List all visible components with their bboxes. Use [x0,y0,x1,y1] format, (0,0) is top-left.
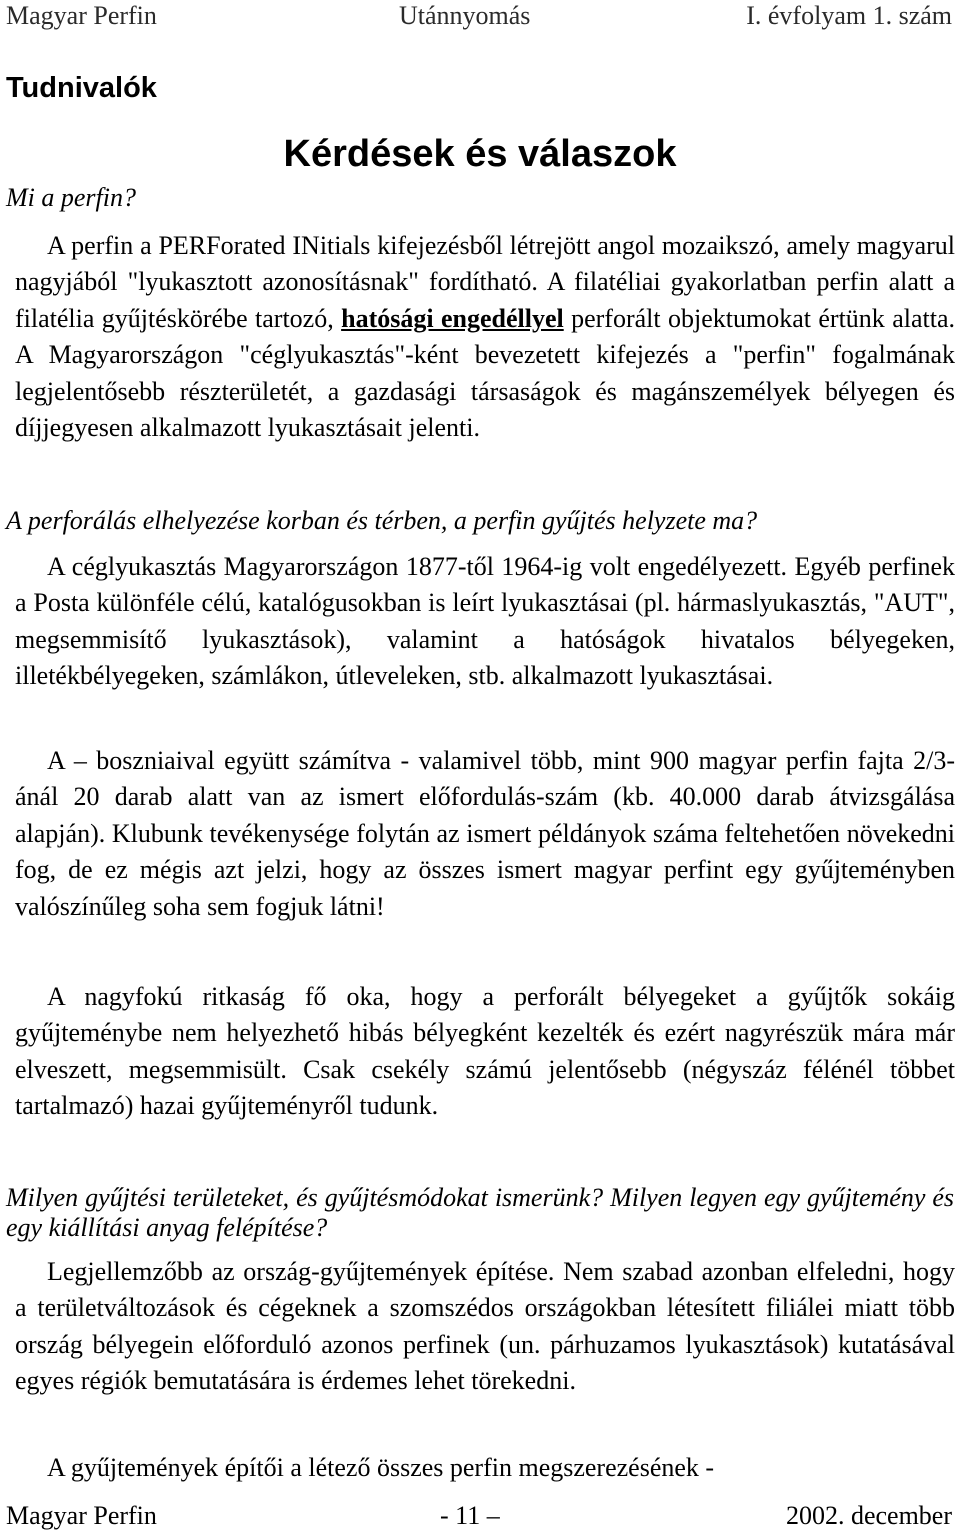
article-title: Kérdések és válaszok [283,133,677,175]
running-footer [0,1500,960,1532]
question-what-is-perfin: Mi a perfin? [6,183,136,212]
running-header [0,0,960,32]
footer-date: 2002. december [785,1501,952,1530]
header-issue: I. évfolyam 1. szám [746,1,952,30]
question-perforation-placement: A perforálás elhelyezése korban és térben, a perfin gyűjtés helyzete ma? [6,506,758,535]
page-number: - 11 – [440,1501,500,1530]
emphasis-official-permission: hatósági engedéllyel [341,303,564,333]
paragraph-collectors: A gyűjtemények építői a létező összes perfin megszerezésének - [47,1453,715,1482]
section-title: Tudnivalók [6,72,157,104]
paragraph-statistics: A – boszniaival együtt számítva - valamivel több, mint 900 magyar perfin fajta 2/3-ánál 20 darab alatt van az ismert előfordulás-szám (kb. 40.000 darab átvizsgálása alapján). Klubunk tevékenysége folytán az ismert példányok száma feltehetően növekedni fog, de ez mégis azt jelzi, hogy az összes ismert magyar perfint egy gyűjteményben valószínűleg soha sem fogjuk látni! [15,746,955,921]
paragraph-definition-text-a: A perfin a PERForated INitials kifejezésből létrejött angol mozaikszó, amely magyarul nagyjából "lyukasztott azonosításnak" fordítható. A filatéliai gyakorlatban perfin alatt a filatélia gyűjtéskörébe tartozó, [15,231,955,333]
paragraph-rarity: A nagyfokú ritkaság fő oka, hogy a perforált bélyegeket a gyűjtők sokáig gyűjteménybe nem helyezhető hibás bélyegként kezelték és ezért nagyrészük mára már elveszett, megsemmisült. Csak csekély számú jelentősebb (négyszáz félénél többet tartalmazó) hazai gyűjteményről tudunk. [15,982,955,1121]
paragraph-history: A céglyukasztás Magyarországon 1877-től 1964-ig volt engedélyezett. Egyéb perfinek a Posta különféle célú, katalógusokban is leírt lyukasztásai (pl. hármaslyukasztás, "AUT", megsemmisítő lyukasztások), valamint a hatóságok hivatalos bélyegeken, illetékbélyegeken, számlákon, útleveleken, stb. alkalmazott lyukasztásai. [15,552,955,691]
paragraph-country-collections: Legjellemzőbb az ország-gyűjtemények építése. Nem szabad azonban elfeledni, hogy a területváltozások és cégeknek a szomszédos országokban létesített filiálei miatt több ország bélyegein előforduló azonos perfinek (un. párhuzamos lyukasztások) kutatásával egyes régiók bemutatására is érdemes lehet törekedni. [15,1257,955,1396]
header-publication: Magyar Perfin [6,1,157,30]
paragraph-definition [15,228,955,446]
footer-publication: Magyar Perfin [6,1501,157,1530]
question-collecting-areas: Milyen gyűjtési területeket, és gyűjtésmódokat ismerünk? Milyen legyen egy gyűjtemény és egy kiállítási anyag felépítése? [6,1183,954,1242]
paragraph-definition-text-b: perforált objektumokat értünk alatta. A Magyarországon "céglyukasztás"-ként bevezetett kifejezés a "perfin" fogalmának legjelentősebb részterületét, a gazdasági társaságok és magánszemélyek bélyegen és díjjegyesen alkalmazott lyukasztásait jelenti. [15,303,955,443]
header-section: Utánnyomás [399,1,531,30]
